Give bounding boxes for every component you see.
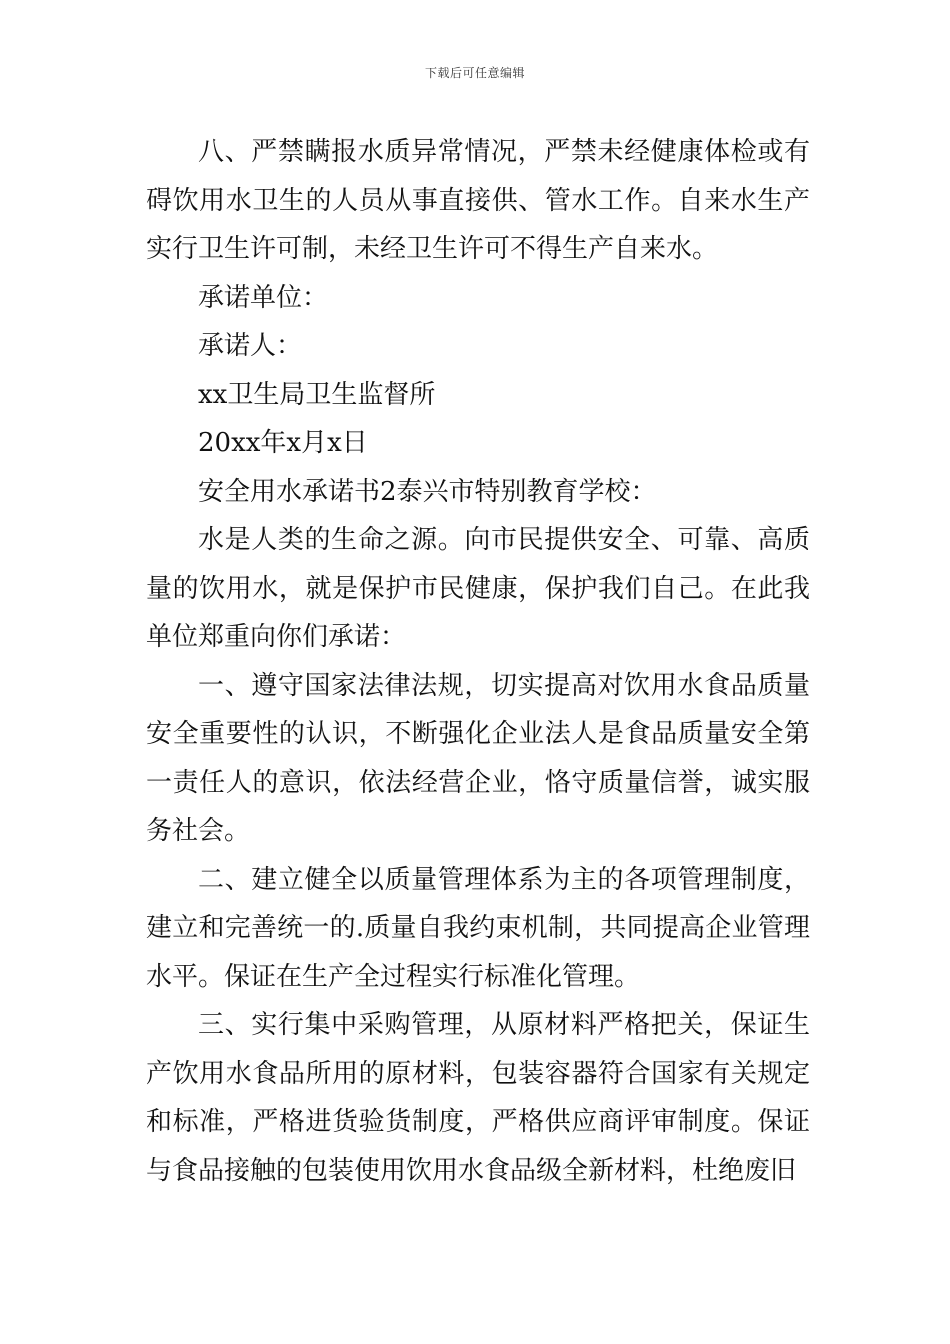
paragraph-clause-two: 二、建立健全以质量管理体系为主的各项管理制度，建立和完善统一的.质量自我约束机制，共同提高企业管理水平。保证在生产全过程实行标准化管理。	[146, 864, 810, 992]
paragraph-second-letter-title: 安全用水承诺书2泰兴市特别教育学校：	[198, 476, 657, 507]
paragraph-clause-one: 一、遵守国家法律法规，切实提高对饮用水食品质量安全重要性的认识，不断强化企业法人是食品质量安全第一责任人的意识，依法经营企业，恪守质量信誉，诚实服务社会。	[146, 670, 810, 846]
paragraph-date: 20xx年x月x日	[198, 428, 368, 458]
paragraph-intro: 水是人类的生命之源。向市民提供安全、可靠、高质量的饮用水，就是保护市民健康，保护我们自己。在此我单位郑重向你们承诺：	[146, 525, 810, 652]
paragraph-promisor: 承诺人：	[198, 331, 303, 361]
page-header: 下载后可任意编辑	[424, 66, 525, 80]
paragraph-organization: xx卫生局卫生监督所	[198, 379, 436, 410]
paragraph-clause-three: 三、实行集中采购管理，从原材料严格把关，保证生产饮用水食品所用的原材料，包装容器符合国家有关规定和标准，严格进货验货制度，严格供应商评审制度。保证与食品接触的包装使用饮用水食品级全新材料，杜绝废旧	[146, 1010, 810, 1186]
paragraph-clause-eight: 八、严禁瞒报水质异常情况，严禁未经健康体检或有碍饮用水卫生的人员从事直接供、管水工作。自来水生产实行卫生许可制，未经卫生许可不得生产自来水。	[146, 137, 810, 264]
paragraph-promising-unit: 承诺单位：	[198, 282, 329, 313]
document-body	[146, 128, 810, 1195]
